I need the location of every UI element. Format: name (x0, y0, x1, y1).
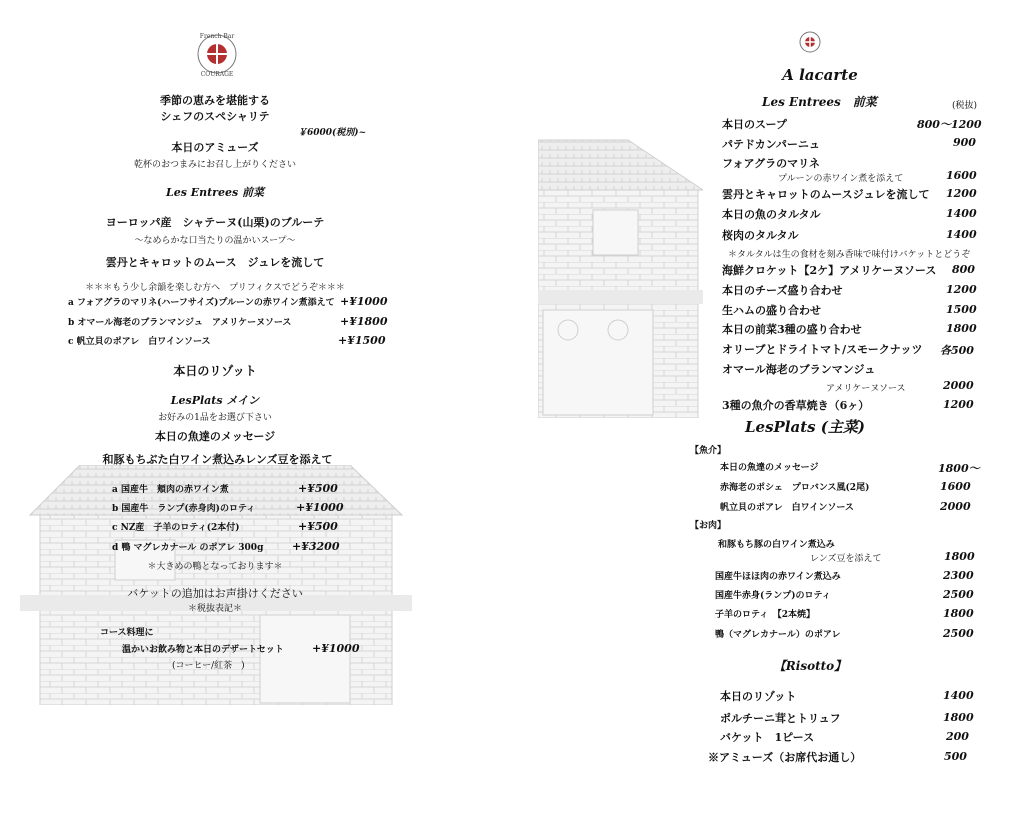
plat-item: 子羊のロティ 【2本焼】 (715, 610, 816, 620)
dessert-set-price: +¥1000 (312, 642, 360, 655)
course-intro: 季節の恵みを堪能する (160, 94, 270, 107)
option-b-price: +¥1800 (340, 315, 388, 328)
plat-price: 1600 (940, 480, 971, 493)
restaurant-logo-small (798, 30, 822, 54)
entree-price: 800〜1200 (917, 118, 982, 131)
entree-item: 本日のスープ (722, 118, 787, 131)
plat-item: 帆立貝のポアレ 白ワインソース (720, 503, 854, 513)
entree-price: 各500 (940, 344, 974, 357)
risotto-item: ポルチーニ茸とトリュフ (720, 712, 841, 725)
building-illustration-right (538, 130, 703, 418)
fish-category-label: 【魚介】 (690, 446, 727, 456)
entree-item: 本日の魚のタルタル (722, 208, 821, 221)
alacarte-title: A lacarte (782, 66, 858, 84)
course-price: ￥6000(税別)~ (298, 128, 367, 138)
entree-item: 本日の前菜3種の盛り合わせ (722, 323, 862, 336)
main-b-price: +¥1000 (296, 501, 344, 514)
entree-price: 1200 (946, 187, 977, 200)
plats-heading: LesPlats メイン (170, 394, 260, 407)
plat-price: 2500 (943, 627, 974, 640)
drink-note: (コーヒー/紅茶 ) (172, 661, 245, 671)
entree-item: オマール海老のブランマンジュ (722, 363, 876, 376)
soup-item: ヨーロッパ産 シャテーヌ(山栗)のブルーテ (105, 216, 325, 229)
entrees-heading-right: Les Entrees 前菜 (762, 95, 877, 109)
amuse-fee: ※アミューズ（お席代お通し） (708, 751, 862, 764)
option-a-price: +¥1000 (340, 295, 388, 308)
main-a: a 国産牛 頬肉の赤ワイン煮 (112, 485, 229, 495)
main-b: b 国産牛 ランプ(赤身肉)のロティ (112, 504, 256, 514)
plat-price: 2500 (943, 588, 974, 601)
course-addon-label: コース料理に (100, 628, 154, 638)
risotto-price: 1800 (943, 711, 974, 724)
meat-category-label: 【お肉】 (690, 521, 727, 531)
risotto-heading: 【Risotto】 (773, 659, 847, 673)
risotto-item: バケット 1ピース (720, 731, 815, 744)
entree-price: 1600 (946, 169, 977, 182)
amuse-note: 乾杯のおつまみにお召し上がりください (134, 160, 296, 170)
plat-price: 1800 (943, 607, 974, 620)
plat-item: 赤海老のポシェ プロバンス風(2尾) (720, 483, 870, 493)
risotto-price: 200 (946, 730, 969, 743)
entree-price: 1500 (946, 303, 977, 316)
plat-price: 2300 (943, 569, 974, 582)
entree-item: 桜肉のタルタル (722, 229, 799, 242)
prefix-note: ＊＊＊もう少し余韻を楽しむ方へ プリフィクスでどうぞ＊＊＊ (85, 283, 345, 293)
plat-price: 1800 (944, 550, 975, 563)
entree-price: 1200 (943, 398, 974, 411)
option-a: a フォアグラのマリネ(ハーフサイズ)プルーンの赤ワイン煮添えて (68, 298, 335, 308)
restaurant-logo (191, 30, 243, 78)
plat-item: 国産牛ほほ肉の赤ワイン煮込み (715, 572, 841, 582)
entree-item: パテドカンパーニュ (722, 138, 820, 151)
entree-price: 2000 (943, 379, 974, 392)
entree-item: 海鮮クロケット【2ケ】アメリケーヌソース (722, 264, 937, 277)
svg-text:French Bar: French Bar (199, 33, 235, 40)
plats-note: お好みの1品をお選び下さい (158, 413, 272, 423)
plat-item-sub: レンズ豆を添えて (810, 554, 882, 564)
entree-item: フォアグラのマリネ (722, 157, 820, 170)
entree-price: 1800 (946, 322, 977, 335)
plat-item: 鴨（マグレカナール）のポアレ (715, 630, 841, 640)
fish-item: 本日の魚達のメッセージ (154, 430, 276, 443)
entree-price: 800 (952, 263, 975, 276)
entree-price: 1200 (946, 283, 977, 296)
entree-item: オリーブとドライトマト/スモークナッツ (722, 343, 923, 356)
risotto-item: 本日のリゾット (720, 690, 797, 703)
amuse-title: 本日のアミューズ (171, 141, 259, 154)
entrees-heading: Les Entrees 前菜 (165, 186, 265, 199)
main-a-price: +¥500 (298, 482, 338, 495)
main-d: d 鴨 マグレカナール のポアレ 300g (112, 543, 264, 553)
entree-item-sub: アメリケーヌソース (826, 384, 906, 394)
main-d-price: +¥3200 (292, 540, 340, 553)
risotto-item: 本日のリゾット (173, 364, 257, 378)
plat-price: 1800〜 (938, 462, 980, 475)
entree-item: 3種の魚介の香草焼き（6ヶ） (722, 399, 870, 412)
pork-item: 和豚もちぶた白ワイン煮込みレンズ豆を添えて (102, 453, 333, 466)
option-c-price: +¥1500 (338, 334, 386, 347)
entree-price: 1400 (946, 228, 977, 241)
entree-item: 雲丹とキャロットのムースジュレを流して (722, 188, 930, 201)
plat-item: 国産牛赤身(ランプ)のロティ (715, 591, 831, 601)
main-c-price: +¥500 (298, 520, 338, 533)
plat-item: 本日の魚達のメッセージ (720, 463, 819, 473)
course-title: シェフのスペシャリテ (160, 110, 270, 123)
amuse-fee-price: 500 (944, 750, 967, 763)
baguette-note: バケットの追加はお声掛けください (127, 587, 303, 600)
main-c: c NZ産 子羊のロティ(2本付) (112, 523, 240, 533)
entree-item-sub: プルーンの赤ワイン煮を添えて (778, 174, 904, 184)
mousse-item: 雲丹とキャロットのムース ジュレを流して (105, 256, 325, 269)
entree-price: 900 (953, 136, 976, 149)
entree-price: 1400 (946, 207, 977, 220)
tartare-note: ＊タルタルは生の食材を刻み香味で味付けバケットとどうぞ (728, 250, 971, 260)
option-c: c 帆立貝のポアレ 白ワインソース (68, 337, 211, 347)
plat-item: 和豚もち豚の白ワイン煮込み (718, 540, 835, 550)
risotto-price: 1400 (943, 689, 974, 702)
plats-heading-right: LesPlats (主菜) (744, 418, 866, 436)
tax-label: (税抜) (952, 101, 978, 111)
entree-item: 生ハムの盛り合わせ (722, 304, 821, 317)
dessert-set: 温かいお飲み物と本日のデザートセット (122, 645, 284, 655)
svg-text:COURAGE: COURAGE (200, 71, 234, 78)
duck-note: ＊大きめの鴨となっております＊ (147, 562, 283, 572)
soup-note: ～なめらかな口当たりの温かいスープ～ (134, 236, 296, 246)
plat-price: 2000 (940, 500, 971, 513)
tax-note: ＊税抜表記＊ (187, 604, 242, 614)
entree-item: 本日のチーズ盛り合わせ (722, 284, 843, 297)
option-b: b オマール海老のブランマンジュ アメリケーヌソース (68, 318, 292, 328)
